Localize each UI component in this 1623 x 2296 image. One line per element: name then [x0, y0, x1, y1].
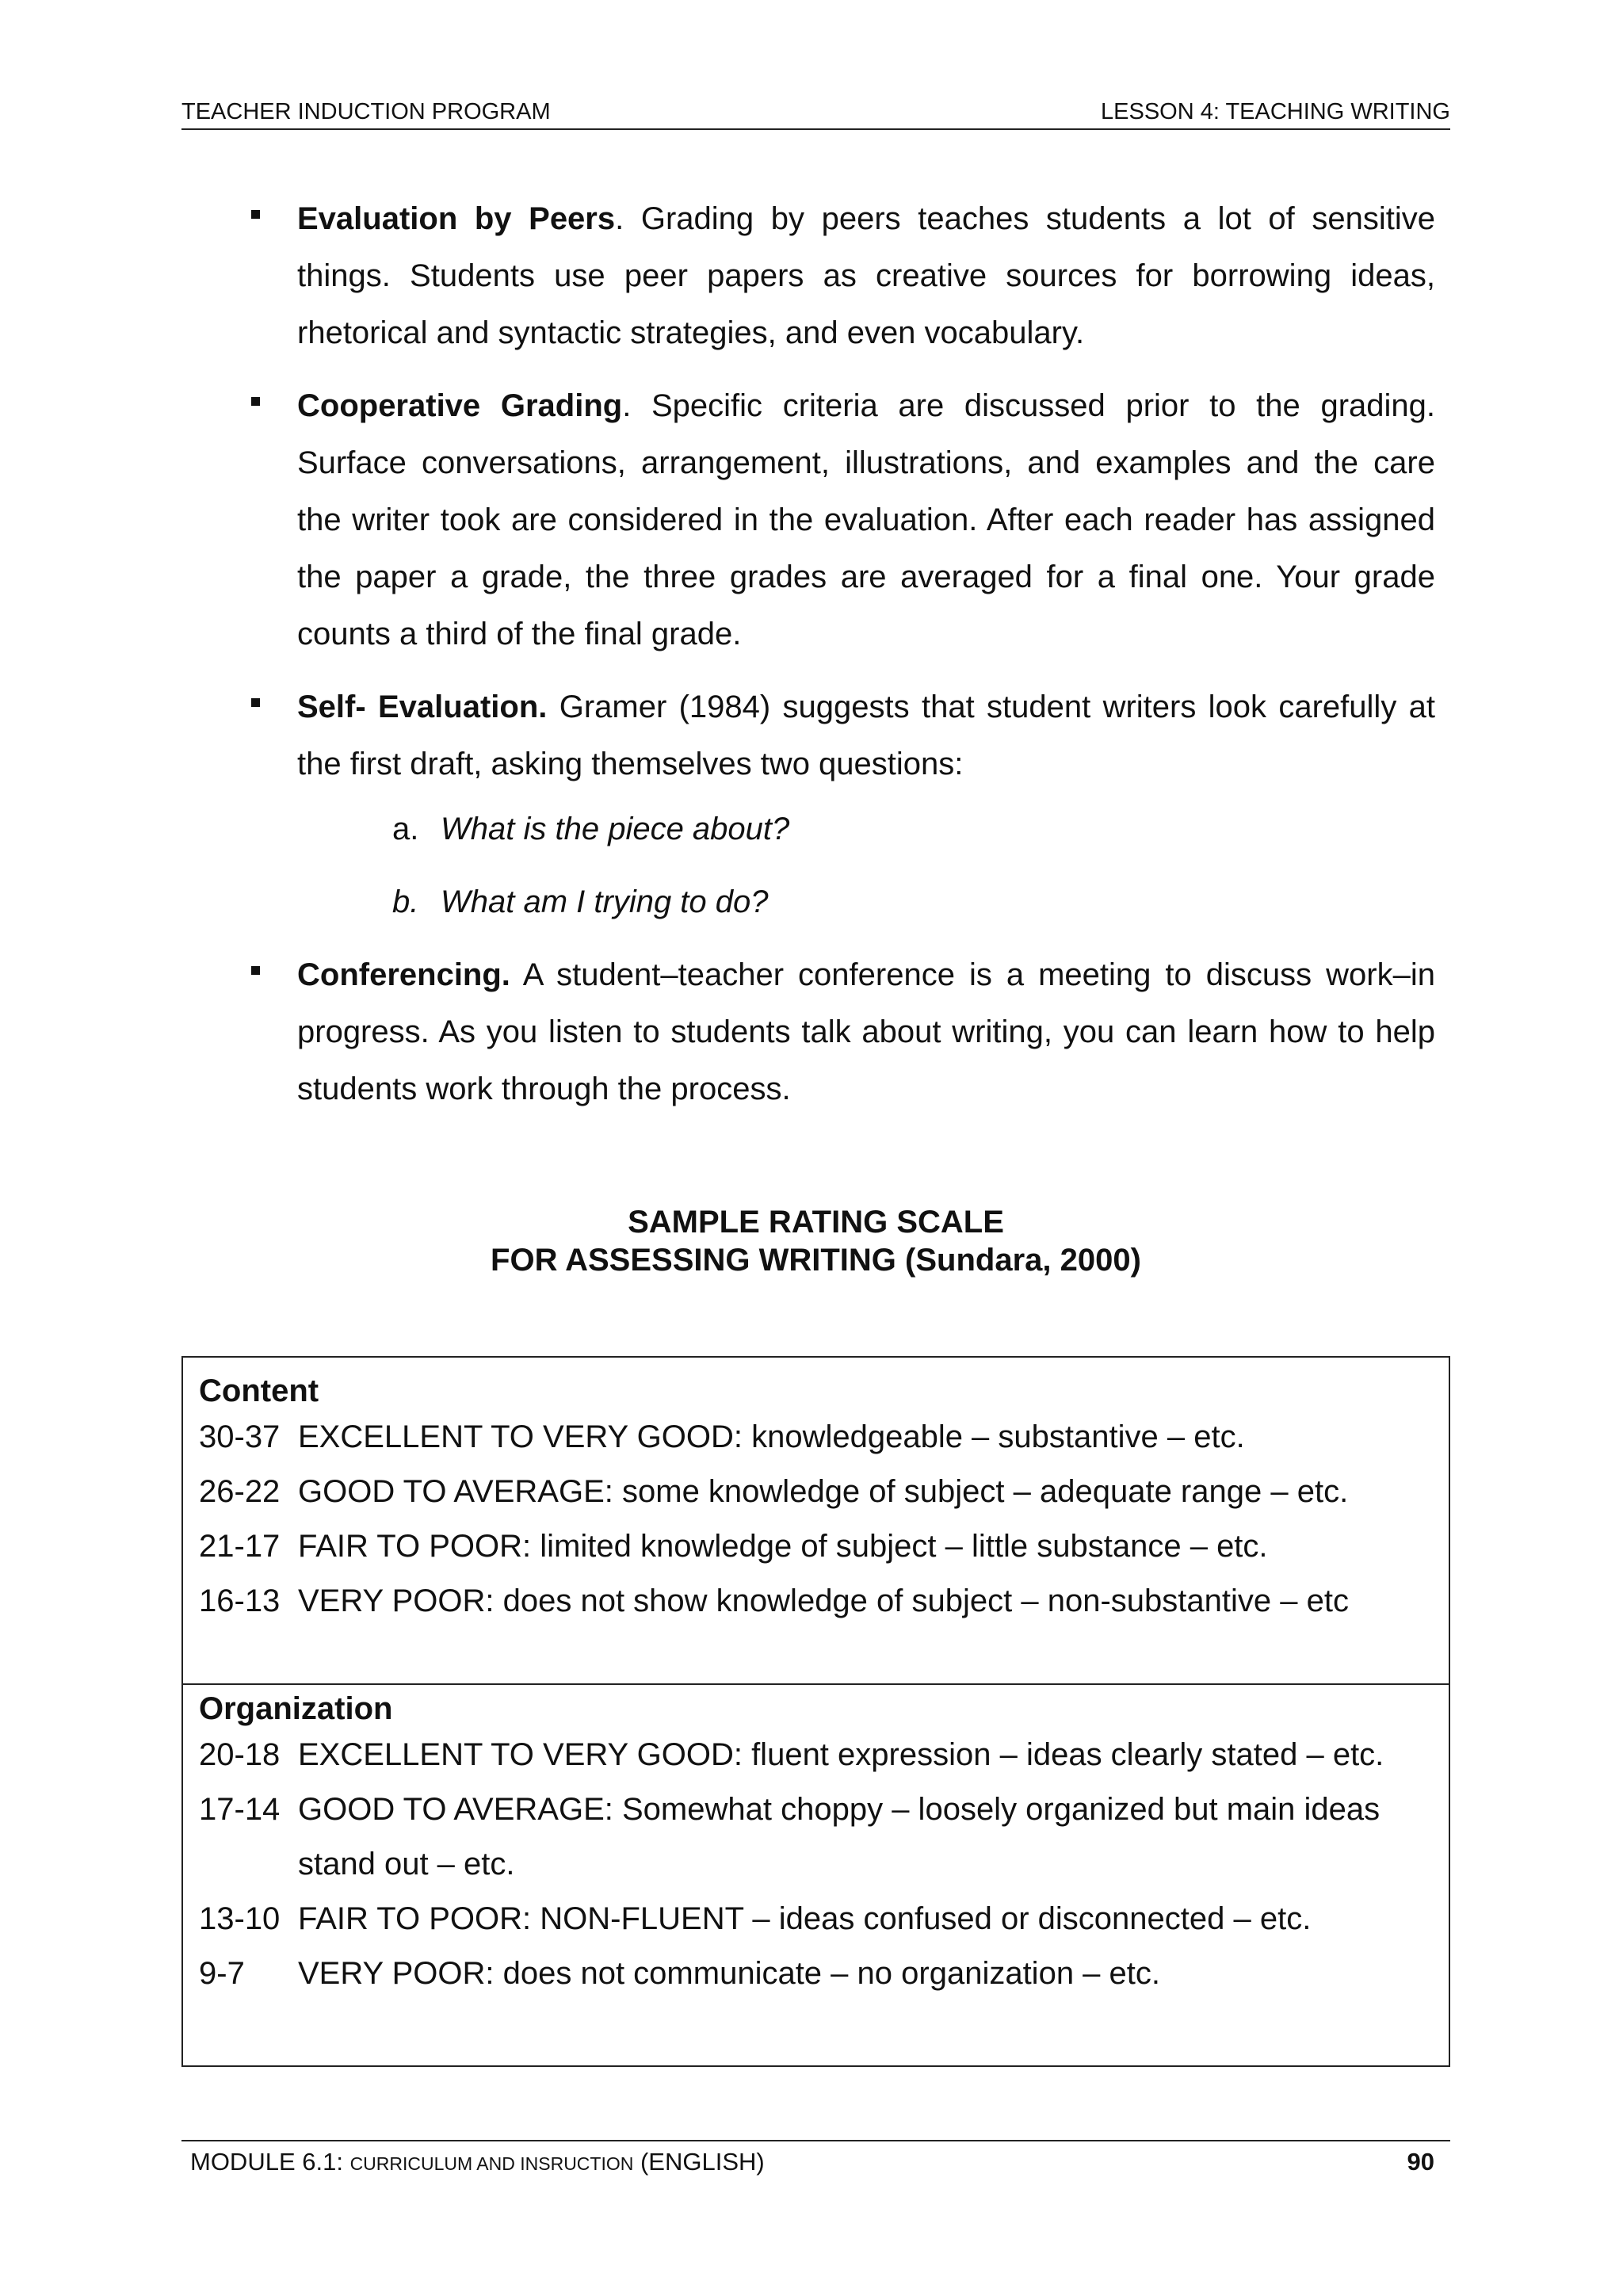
self-evaluation-questions	[297, 800, 1435, 930]
header-lesson: LESSON 4: TEACHING WRITING	[1101, 99, 1450, 124]
bullet-term: Cooperative Grading	[297, 388, 623, 423]
question-text: What am I trying to do?	[441, 884, 769, 919]
criteria-text: FAIR TO POOR: NON-FLUENT – ideas confused or disconnected – etc.	[298, 1901, 1312, 1936]
bullet-term-punct: .	[622, 388, 632, 423]
section-heading: Content	[199, 1373, 319, 1408]
square-bullet-icon	[251, 210, 260, 219]
page-footer	[181, 2140, 1450, 2179]
score-range: 21-17	[199, 1529, 281, 1564]
bullet-term: Conferencing.	[297, 957, 510, 992]
bullet-term: Self- Evaluation.	[297, 690, 548, 724]
scale-title-line1: SAMPLE RATING SCALE	[628, 1205, 1004, 1240]
table-row	[199, 1574, 1401, 1629]
list-item	[245, 678, 1435, 930]
footer-course: CURRICULUM AND INSRUCTION	[349, 2153, 634, 2174]
score-range: 9-7	[199, 1956, 245, 1991]
score-range: 26-22	[199, 1474, 281, 1509]
header-program: TEACHER INDUCTION PROGRAM	[181, 99, 551, 124]
table-row	[199, 1728, 1401, 1782]
bullet-term: Evaluation by Peers	[297, 201, 616, 236]
scale-title-line2: FOR ASSESSING WRITING (Sundara, 2000)	[491, 1243, 1141, 1278]
table-row	[199, 1465, 1401, 1519]
bullet-term-punct: .	[615, 201, 624, 236]
footer-module-label: MODULE 6.1:	[190, 2148, 350, 2176]
table-row	[199, 1410, 1401, 1465]
table-row	[199, 1782, 1401, 1892]
table-row	[199, 1892, 1401, 1946]
score-range: 17-14	[199, 1792, 281, 1827]
criteria-text: EXCELLENT TO VERY GOOD: knowledgeable – substantive – etc.	[298, 1419, 1245, 1454]
square-bullet-icon	[251, 397, 260, 406]
evaluation-methods-list	[245, 190, 1435, 1133]
list-item	[245, 946, 1435, 1117]
list-item	[245, 377, 1435, 663]
criteria-text: VERY POOR: does not communicate – no organization – etc.	[298, 1956, 1161, 1991]
criteria-text: GOOD TO AVERAGE: some knowledge of subject – adequate range – etc.	[298, 1474, 1349, 1509]
table-row	[199, 1519, 1401, 1574]
score-range: 30-37	[199, 1419, 281, 1454]
content-section	[183, 1358, 1449, 1685]
rating-scale-table	[181, 1356, 1450, 2067]
criteria-text: EXCELLENT TO VERY GOOD: fluent expression – ideas clearly stated – etc.	[298, 1737, 1384, 1772]
question-text: What is the piece about?	[441, 812, 790, 846]
question-marker: b.	[392, 884, 419, 919]
question-marker: a.	[392, 812, 419, 846]
bullet-body: Specific criteria are discussed prior to the grading. Surface conversations, arrangement, illustrations, and examples and the care the writer took are considered in the evaluation. After each reader has assigned the paper a grade, the three grades are averaged for a final one. Your grade counts a third of the final grade.	[297, 388, 1436, 651]
square-bullet-icon	[251, 966, 260, 975]
organization-rows	[199, 1728, 1401, 2001]
score-range: 13-10	[199, 1901, 281, 1936]
footer-subject: (ENGLISH)	[633, 2148, 765, 2176]
page-header	[181, 97, 1450, 130]
section-heading: Organization	[199, 1691, 393, 1726]
question-item	[297, 800, 1435, 858]
page-number: 90	[1407, 2148, 1434, 2176]
table-row	[199, 1946, 1401, 2001]
question-item	[297, 873, 1435, 930]
list-item	[245, 190, 1435, 361]
bullet-body: A student–teacher conference is a meeting to discuss work–in progress. As you listen to students talk about writing, you can learn how to help students work through the process.	[297, 957, 1435, 1106]
criteria-text: GOOD TO AVERAGE: Somewhat choppy – loosely organized but main ideas stand out – etc.	[298, 1792, 1381, 1881]
bullet-body: Grading by peers teaches students a lot of sensitive things. Students use peer papers as creative sources for borrowing ideas, rhetorical and syntactic strategies, and even vocabulary.	[297, 201, 1435, 350]
footer-module	[190, 2148, 765, 2176]
score-range: 20-18	[199, 1737, 281, 1772]
square-bullet-icon	[251, 698, 260, 707]
score-range: 16-13	[199, 1584, 281, 1618]
bullet-body: Gramer (1984) suggests that student writers look carefully at the first draft, asking themselves two questions:	[297, 690, 1435, 781]
criteria-text: VERY POOR: does not show knowledge of subject – non-substantive – etc	[298, 1584, 1349, 1618]
criteria-text: FAIR TO POOR: limited knowledge of subject – little substance – etc.	[298, 1529, 1268, 1564]
organization-section	[183, 1685, 1449, 2067]
content-rows	[199, 1410, 1401, 1629]
